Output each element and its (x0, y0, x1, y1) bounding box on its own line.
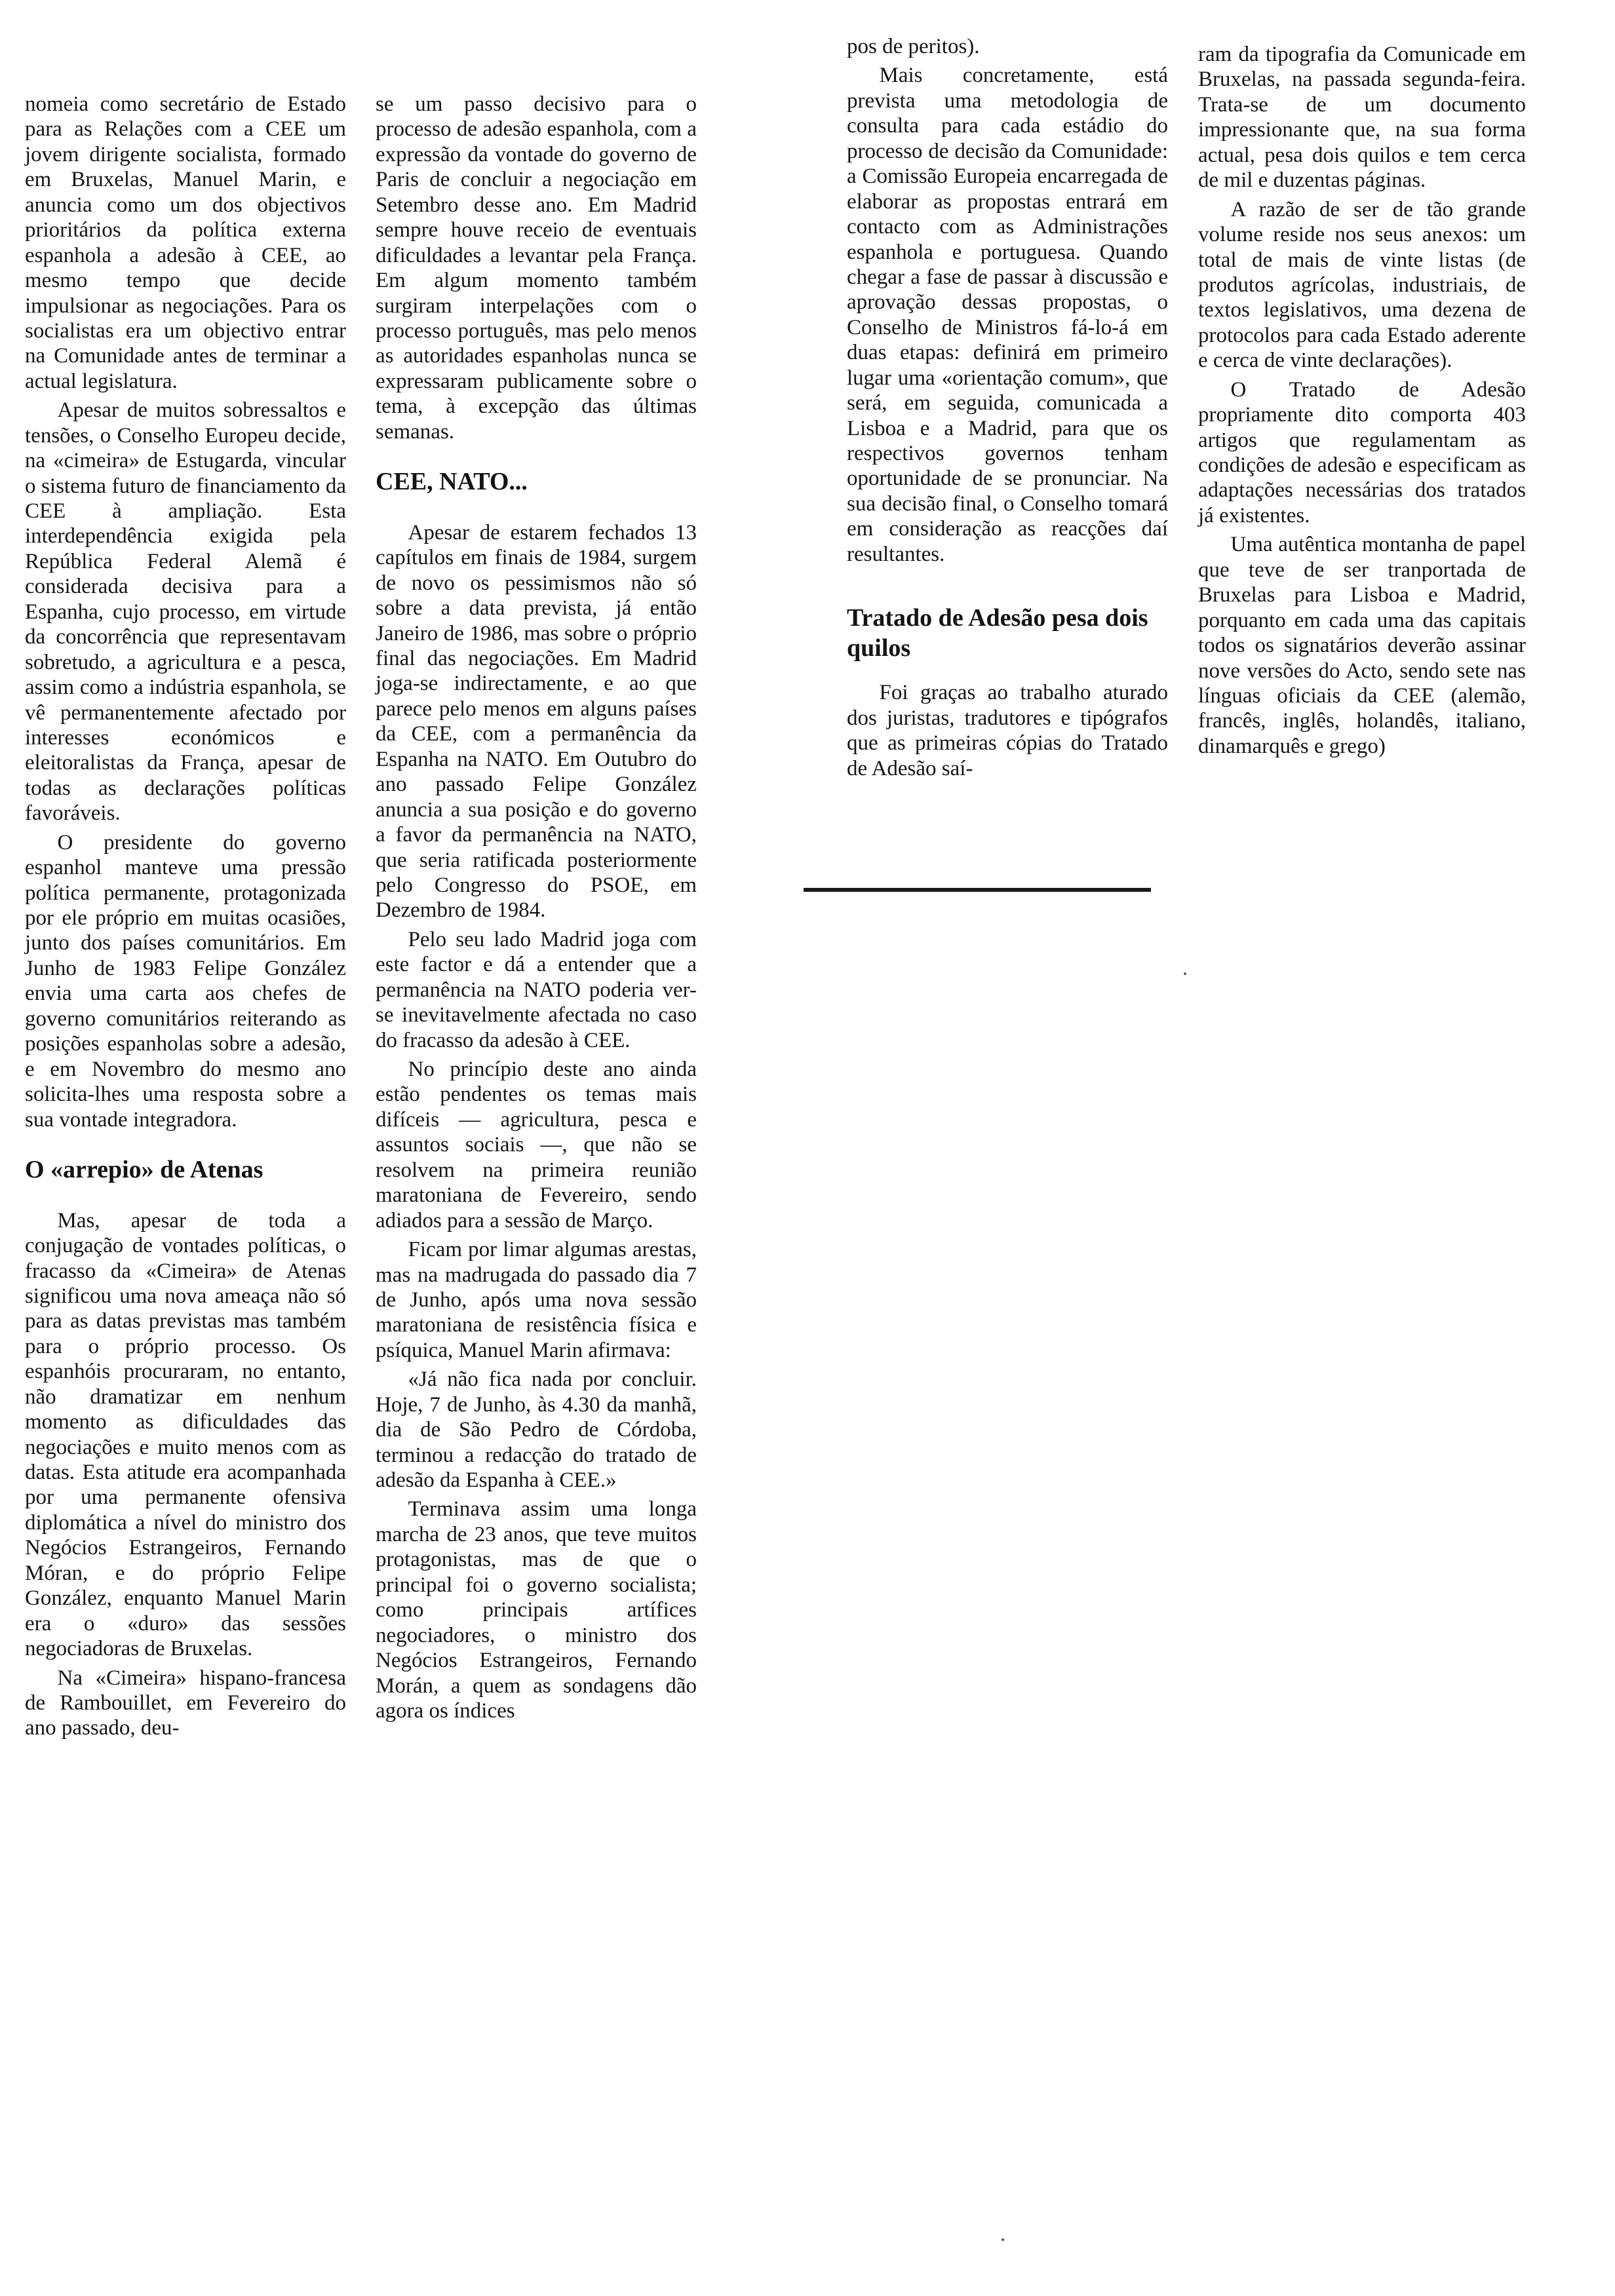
paragraph: Mais concretamente, está prevista uma metodologia de consulta para cada estádio do processo de decisão da Comunidade: a Comissão Europeia encarregada de elaborar as propostas entrará em contacto com as Administrações espanhola e portuguesa. Quando chegar a fase de passar à discussão e aprovação dessas propostas, o Conselho de Ministros fá-lo-á em duas etapas: definirá em primeiro lugar uma «orientação comum», que será, em seguida, comunicada a Lisboa e a Madrid, para que os respectivos governos tenham oportunidade de se pronunciar. Na sua decisão final, o Conselho tomará em consideração as reacções daí resultantes. (847, 64, 1168, 566)
paragraph: No princípio deste ano ainda estão pendentes os temas mais difíceis — agricultura, pesca e assuntos sociais —, que não se resolvem na primeira reunião maratoniana de Fevereiro, sendo adiados para a sessão de Março. (376, 1058, 697, 1233)
paragraph: nomeia como secretário de Estado para as Relações com a CEE um jovem dirigente socialista, formado em Bruxelas, Manuel Marin, e anuncia como um dos objectivos prioritários da política externa espanhola a adesão à CEE, ao mesmo tempo que decide impulsionar as negociações. Para os socialistas era um objectivo entrar na Comunidade antes de terminar a actual legislatura. (25, 92, 346, 393)
article-column-1 (25, 92, 346, 1745)
paragraph: Pelo seu lado Madrid joga com este factor e dá a entender que a permanência na NATO poderia ver-se inevitavelmente afectada no caso do fracasso da adesão à CEE. (376, 927, 697, 1052)
paragraph: Terminava assim uma longa marcha de 23 anos, que teve muitos protagonistas, mas de que o principal foi o governo socialista; como principais artífices negociadores, o ministro dos Negócios Estrangeiros, Fernando Morán, a quem as sondagens dão agora os índices (376, 1497, 697, 1723)
scan-speck (1184, 972, 1186, 975)
paragraph: Na «Cimeira» hispano-francesa de Rambouillet, em Fevereiro do ano passado, deu- (25, 1666, 346, 1740)
paragraph: se um passo decisivo para o processo de adesão espanhola, com a expressão da vontade do governo de Paris de concluir a negociação em Setembro desse ano. Em Madrid sempre houve receio de eventuais dificuldades a levantar pela França. Em algum momento também surgiram interpelações com o processo português, mas pelo menos as autoridades espanholas nunca se expressaram publicamente sobre o tema, à excepção das últimas semanas. (376, 92, 697, 444)
section-heading-atenas: O «arrepio» de Atenas (25, 1155, 263, 1183)
paragraph: Uma autêntica montanha de papel que teve de ser tranportada de Bruxelas para Lisboa e Madrid, porquanto em cada uma das capitais todos os signatários deverão assinar nove versões do Acto, sendo sete nas línguas oficiais da CEE (alemão, francês, inglês, holandês, italiano, dinamarquês e grego) (1198, 533, 1526, 758)
paragraph: Mas, apesar de toda a conjugação de vontades políticas, o fracasso da «Cimeira» de Atenas significou uma nova ameaça não só para as datas previstas mas também para o próprio processo. Os espanhóis procuraram, no entanto, não dramatizar em nenhum momento as dificuldades das negociações e muito menos com as datas. Esta atitude era acompanhada por uma permanente ofensiva diplomática a nível do ministro dos Negócios Estrangeiros, Fernando Móran, e do próprio Felipe González, enquanto Manuel Marin era o «duro» das sessões negociadoras de Bruxelas. (25, 1208, 346, 1661)
paragraph: Apesar de estarem fechados 13 capítulos em finais de 1984, surgem de novo os pessimismos não só sobre a data prevista, já então Janeiro de 1986, mas sobre o próprio final das negociações. Em Madrid joga-se indirectamente, e ao que parece pelo menos em alguns países da CEE, com a permanência da Espanha na NATO. Em Outubro do ano passado Felipe González anuncia a sua posição e do governo a favor da permanência na NATO, que seria ratificada posteriormente pelo Congresso do PSOE, em Dezembro de 1984. (376, 520, 697, 923)
scan-speck (1002, 2238, 1004, 2241)
paragraph: Ficam por limar algumas arestas, mas na madrugada do passado dia 7 de Junho, após uma nova sessão maratoniana de resistência física e psíquica, Manuel Marin afirmava: (376, 1238, 697, 1362)
paragraph: ram da tipografia da Comunicade em Bruxelas, na passada segunda-feira. Trata-se de um documento impressionante que, na sua forma actual, pesa dois quilos e tem cerca de mil e duzentas páginas. (1198, 43, 1526, 193)
section-heading-cee-nato: CEE, NATO... (376, 468, 528, 496)
paragraph: Foi graças ao trabalho aturado dos juristas, tradutores e tipógrafos que as primeiras cópias do Tratado de Adesão saí- (847, 681, 1168, 780)
article-end-rule (804, 888, 1151, 892)
paragraph: O Tratado de Adesão propriamente dito comporta 403 artigos que regulamentam as condições de adesão e especificam as adaptações necessárias dos tratados já existentes. (1198, 377, 1526, 527)
quote-paragraph: «Já não fica nada por concluir. Hoje, 7 de Junho, às 4.30 da manhã, dia de São Pedro de Córdoba, terminou a redacção do tratado de adesão da Espanha à CEE.» (376, 1368, 697, 1492)
article-column-4 (1198, 42, 1526, 763)
paragraph: O presidente do governo espanhol manteve uma pressão política permanente, protagonizada por ele próprio em muitas ocasiões, junto dos países comunitários. Em Junho de 1983 Felipe González envia uma carta aos chefes de governo comunitários reiterando as posições espanholas sobre a adesão, e em Novembro do mesmo ano solicita-lhes uma resposta sobre a sua vontade integradora. (25, 830, 346, 1132)
article-column-3 (847, 34, 1168, 785)
section-heading-tratado: Tratado de Adesão pesa dois quilos (847, 604, 1148, 662)
paragraph: A razão de ser de tão grande volume reside nos seus anexos: um total de mais de vinte listas (de produtos agrícolas, industriais, de textos legislativos, uma dezena de protocolos para cada Estado aderente e cerca de vinte declarações). (1198, 197, 1526, 373)
paragraph: Apesar de muitos sobressaltos e tensões, o Conselho Europeu decide, na «cimeira» de Estugarda, vincular o sistema futuro de financiamento da CEE à ampliação. Esta interdependência exigida pela República Federal Alemã é considerada decisiva para a Espanha, cujo processo, em virtude da concorrência que representavam sobretudo, a agricultura e a pesca, assim como a indústria espanhola, se vê permanentemente afectado por interesses económicos e eleitoralistas da França, apesar de todas as declarações políticas favoráveis. (25, 398, 346, 826)
article-column-2 (376, 92, 697, 1727)
paragraph: pos de peritos). (847, 35, 980, 58)
